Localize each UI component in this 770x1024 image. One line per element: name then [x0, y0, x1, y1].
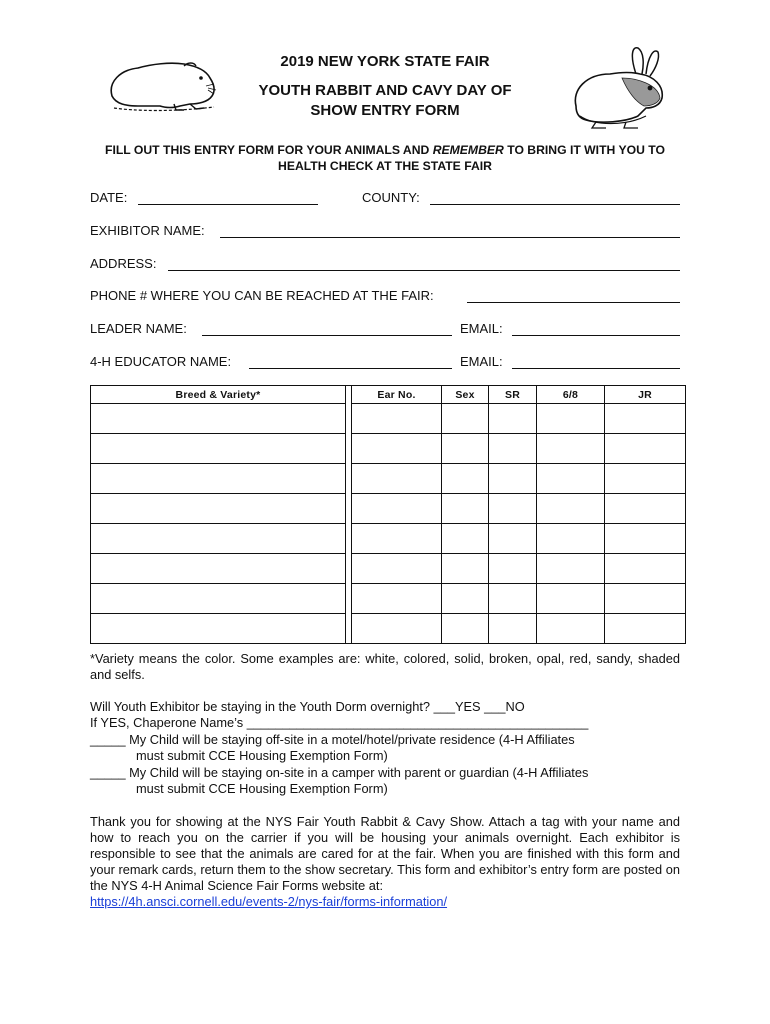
- chaperone-name-line[interactable]: If YES, Chaperone Name’s ________________________________________________: [90, 715, 589, 730]
- six-eight-cell[interactable]: [537, 464, 605, 494]
- six-eight-cell[interactable]: [537, 404, 605, 434]
- educator-name-label: 4-H EDUCATOR NAME:: [90, 354, 232, 369]
- form-title-line: YOUTH RABBIT AND CAVY DAY OF: [258, 82, 512, 99]
- table-row: [91, 584, 686, 614]
- column-header-ear-no: Ear No.: [352, 386, 442, 404]
- sex-cell[interactable]: [442, 404, 489, 434]
- column-header-sr: SR: [489, 386, 537, 404]
- table-header-row: [91, 386, 686, 404]
- column-header-sex: Sex: [442, 386, 489, 404]
- housing-option-camper-note: must submit CCE Housing Exemption Form): [136, 781, 388, 796]
- jr-cell[interactable]: [605, 524, 686, 554]
- jr-cell[interactable]: [605, 554, 686, 584]
- educator-name-field[interactable]: [249, 368, 452, 369]
- sex-cell[interactable]: [442, 584, 489, 614]
- sex-cell[interactable]: [442, 554, 489, 584]
- breed-cell[interactable]: [91, 464, 346, 494]
- ear-no-cell[interactable]: [352, 404, 442, 434]
- sr-cell[interactable]: [489, 494, 537, 524]
- breed-cell[interactable]: [91, 404, 346, 434]
- closing-paragraph: [90, 814, 680, 910]
- leader-email-label: EMAIL:: [460, 321, 503, 336]
- leader-email-field[interactable]: [512, 335, 680, 336]
- jr-cell[interactable]: [605, 614, 686, 644]
- table-row: [91, 524, 686, 554]
- table-row: [91, 494, 686, 524]
- address-label: ADDRESS:: [90, 256, 157, 271]
- sex-cell[interactable]: [442, 494, 489, 524]
- dorm-question: Will Youth Exhibitor be staying in the Youth Dorm overnight? ___YES ___NO: [90, 699, 525, 714]
- forms-website-link[interactable]: https://4h.ansci.cornell.edu/events-2/nys-fair/forms-information/: [90, 894, 448, 909]
- sex-cell[interactable]: [442, 524, 489, 554]
- column-header-jr: JR: [605, 386, 686, 404]
- sr-cell[interactable]: [489, 584, 537, 614]
- jr-cell[interactable]: [605, 584, 686, 614]
- ear-no-cell[interactable]: [352, 614, 442, 644]
- date-field[interactable]: [138, 204, 318, 205]
- ear-no-cell[interactable]: [352, 494, 442, 524]
- six-eight-cell[interactable]: [537, 584, 605, 614]
- phone-field[interactable]: [467, 302, 680, 303]
- housing-option-camper[interactable]: _____ My Child will be staying on-site in a camper with parent or guardian (4-H Affiliates: [90, 765, 589, 780]
- breed-cell[interactable]: [91, 434, 346, 464]
- entry-table: [90, 385, 686, 644]
- exhibitor-name-field[interactable]: [220, 237, 680, 238]
- form-title-year: 2019 NEW YORK STATE FAIR: [280, 53, 490, 70]
- housing-option-offsite-note: must submit CCE Housing Exemption Form): [136, 748, 388, 763]
- breed-cell[interactable]: [91, 554, 346, 584]
- entry-table-body: [91, 404, 686, 644]
- ear-no-cell[interactable]: [352, 554, 442, 584]
- sr-cell[interactable]: [489, 614, 537, 644]
- breed-cell[interactable]: [91, 494, 346, 524]
- form-title: [200, 81, 570, 121]
- instructions-emphasis: REMEMBER: [432, 143, 504, 157]
- sex-cell[interactable]: [442, 614, 489, 644]
- housing-option-offsite[interactable]: _____ My Child will be staying off-site in a motel/hotel/private residence (4-H Affiliates: [90, 732, 575, 747]
- county-field[interactable]: [430, 204, 680, 205]
- address-field[interactable]: [168, 270, 680, 271]
- six-eight-cell[interactable]: [537, 524, 605, 554]
- leader-name-field[interactable]: [202, 335, 452, 336]
- table-row: [91, 404, 686, 434]
- educator-email-label: EMAIL:: [460, 354, 503, 369]
- table-row: [91, 554, 686, 584]
- variety-footnote: *Variety means the color. Some examples are: white, colored, solid, broken, opal, red, sandy, shaded and selfs.: [90, 651, 680, 682]
- sr-cell[interactable]: [489, 554, 537, 584]
- closing-text: Thank you for showing at the NYS Fair Youth Rabbit & Cavy Show. Attach a tag with your name and how to reach you on the carrier if you will be housing your animals overnight. Each exhibitor is responsible to see that the animals are cared for at the fair. When you are finished with this form and your remark cards, return them to the show secretary. This form and exhibitor’s entry form are posted on the NYS 4-H Animal Science Fair Forms website at:: [90, 814, 680, 893]
- sex-cell[interactable]: [442, 434, 489, 464]
- educator-email-field[interactable]: [512, 368, 680, 369]
- six-eight-cell[interactable]: [537, 614, 605, 644]
- breed-cell[interactable]: [91, 584, 346, 614]
- ear-no-cell[interactable]: [352, 464, 442, 494]
- sr-cell[interactable]: [489, 464, 537, 494]
- jr-cell[interactable]: [605, 464, 686, 494]
- six-eight-cell[interactable]: [537, 554, 605, 584]
- instructions-text: FILL OUT THIS ENTRY FORM FOR YOUR ANIMALS AND: [105, 143, 433, 157]
- jr-cell[interactable]: [605, 404, 686, 434]
- exhibitor-name-label: EXHIBITOR NAME:: [90, 223, 205, 238]
- form-title-line: SHOW ENTRY FORM: [310, 102, 460, 119]
- six-eight-cell[interactable]: [537, 494, 605, 524]
- column-header-breed: Breed & Variety*: [91, 386, 346, 404]
- date-label: DATE:: [90, 190, 128, 205]
- ear-no-cell[interactable]: [352, 584, 442, 614]
- county-label: COUNTY:: [362, 190, 420, 205]
- jr-cell[interactable]: [605, 434, 686, 464]
- sr-cell[interactable]: [489, 434, 537, 464]
- table-row: [91, 464, 686, 494]
- instructions-text: TO BRING IT WITH YOU TO HEALTH CHECK AT THE STATE FAIR: [278, 143, 665, 173]
- sr-cell[interactable]: [489, 404, 537, 434]
- sr-cell[interactable]: [489, 524, 537, 554]
- jr-cell[interactable]: [605, 494, 686, 524]
- breed-cell[interactable]: [91, 614, 346, 644]
- phone-label: PHONE # WHERE YOU CAN BE REACHED AT THE FAIR:: [90, 288, 434, 303]
- form-instructions: [90, 142, 680, 174]
- ear-no-cell[interactable]: [352, 434, 442, 464]
- rabbit-illustration: [566, 44, 670, 130]
- leader-name-label: LEADER NAME:: [90, 321, 187, 336]
- table-row: [91, 614, 686, 644]
- six-eight-cell[interactable]: [537, 434, 605, 464]
- ear-no-cell[interactable]: [352, 524, 442, 554]
- sex-cell[interactable]: [442, 464, 489, 494]
- column-header-6-8: 6/8: [537, 386, 605, 404]
- table-row: [91, 434, 686, 464]
- breed-cell[interactable]: [91, 524, 346, 554]
